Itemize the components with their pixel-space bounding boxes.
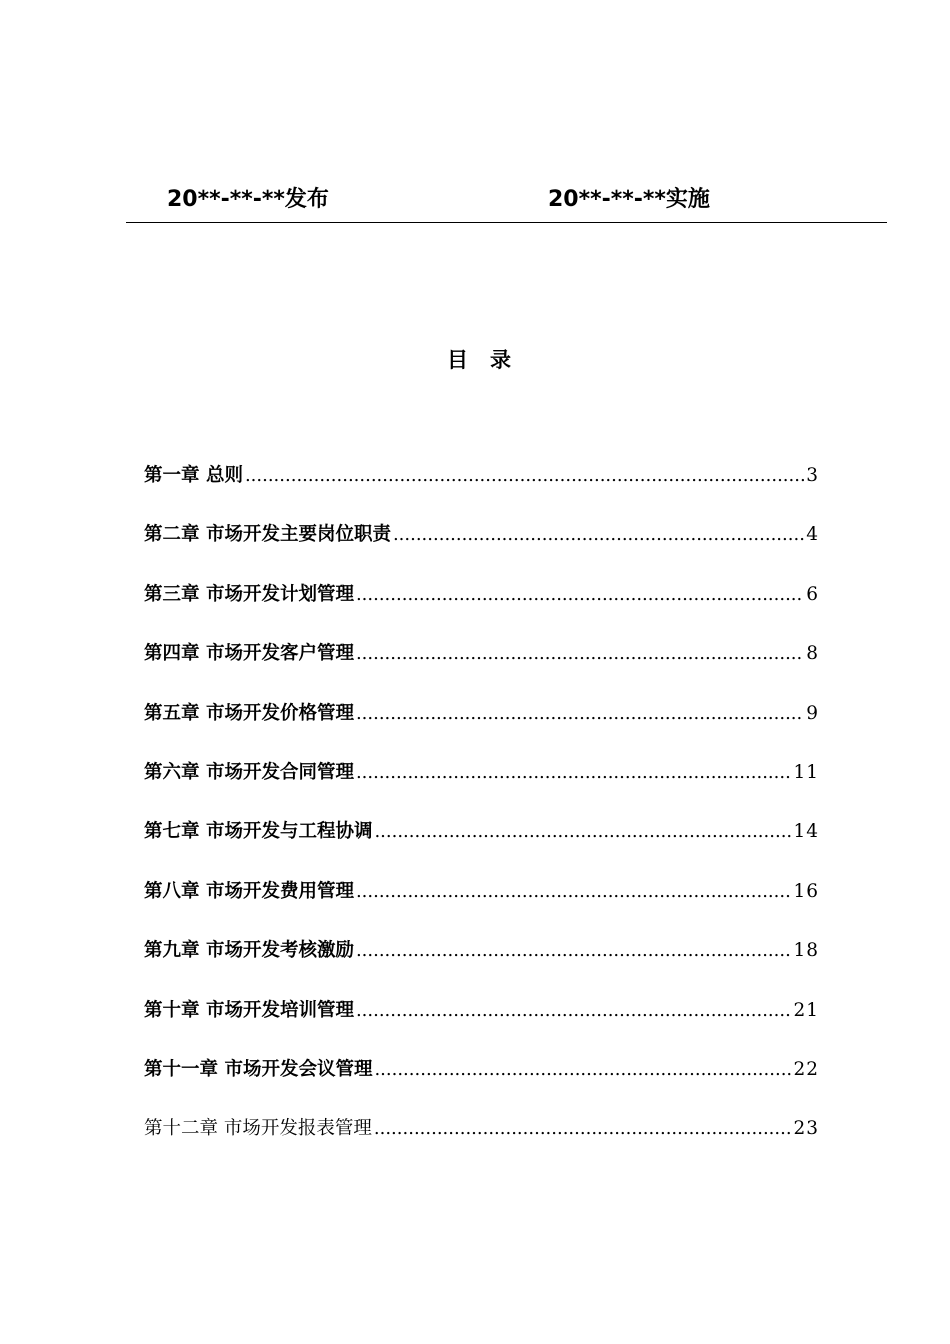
toc-entry-page: 9	[806, 702, 819, 724]
toc-dot-leader	[393, 524, 804, 545]
toc-entry-chapter-2[interactable]	[144, 520, 819, 579]
toc-entry-page: 23	[793, 1118, 819, 1140]
toc-entry-page: 3	[806, 465, 819, 486]
toc-title: 目录	[447, 348, 533, 372]
toc-entry-label: 第十章 市场开发培训管理	[144, 999, 354, 1021]
toc-entry-label: 第四章 市场开发客户管理	[144, 643, 354, 665]
toc-entry-chapter-3[interactable]	[144, 580, 819, 639]
toc-entry-chapter-10[interactable]	[144, 996, 819, 1055]
toc-entry-label: 第五章 市场开发价格管理	[144, 702, 354, 724]
toc-dot-leader	[356, 643, 804, 664]
toc-entry-chapter-1[interactable]	[144, 461, 819, 520]
table-of-contents	[144, 461, 819, 1174]
toc-entry-page: 11	[793, 761, 819, 783]
toc-entry-label: 第八章 市场开发费用管理	[144, 880, 354, 902]
toc-entry-chapter-5[interactable]	[144, 699, 819, 758]
toc-entry-page: 8	[806, 643, 819, 665]
toc-entry-page: 4	[806, 524, 819, 546]
toc-entry-chapter-9[interactable]	[144, 936, 819, 995]
toc-entry-chapter-12[interactable]	[144, 1114, 819, 1173]
toc-dot-leader	[356, 584, 804, 605]
toc-dot-leader	[374, 821, 791, 842]
toc-dot-leader	[356, 881, 792, 902]
toc-entry-page: 21	[793, 999, 819, 1021]
toc-entry-label: 第一章 总则	[144, 465, 243, 486]
toc-entry-chapter-8[interactable]	[144, 877, 819, 936]
toc-entry-page: 22	[793, 1058, 819, 1080]
header-divider	[126, 222, 887, 223]
toc-entry-label: 第十一章 市场开发会议管理	[144, 1058, 373, 1080]
toc-entry-label: 第二章 市场开发主要岗位职责	[144, 524, 391, 546]
toc-dot-leader	[356, 762, 792, 783]
toc-entry-label: 第十二章 市场开发报表管理	[144, 1118, 372, 1140]
toc-dot-leader	[356, 703, 804, 724]
toc-entry-label: 第七章 市场开发与工程协调	[144, 821, 373, 843]
toc-entry-page: 18	[793, 940, 819, 962]
implement-date: 20**-**-**实施	[548, 187, 710, 212]
toc-dot-leader	[245, 465, 804, 486]
toc-entry-page: 16	[793, 880, 819, 902]
toc-dot-leader	[374, 1118, 792, 1139]
toc-entry-label: 第六章 市场开发合同管理	[144, 761, 354, 783]
toc-entry-page: 6	[806, 583, 819, 605]
toc-entry-page: 14	[793, 821, 819, 843]
toc-entry-chapter-6[interactable]	[144, 758, 819, 817]
toc-entry-chapter-4[interactable]	[144, 639, 819, 698]
toc-entry-label: 第三章 市场开发计划管理	[144, 583, 354, 605]
toc-dot-leader	[356, 1000, 792, 1021]
release-date: 20**-**-**发布	[167, 187, 329, 212]
toc-entry-label: 第九章 市场开发考核激励	[144, 940, 354, 962]
header-dates	[0, 182, 950, 222]
toc-dot-leader	[374, 1059, 791, 1080]
toc-entry-chapter-7[interactable]	[144, 817, 819, 876]
toc-entry-chapter-11[interactable]	[144, 1055, 819, 1114]
toc-dot-leader	[356, 940, 792, 961]
